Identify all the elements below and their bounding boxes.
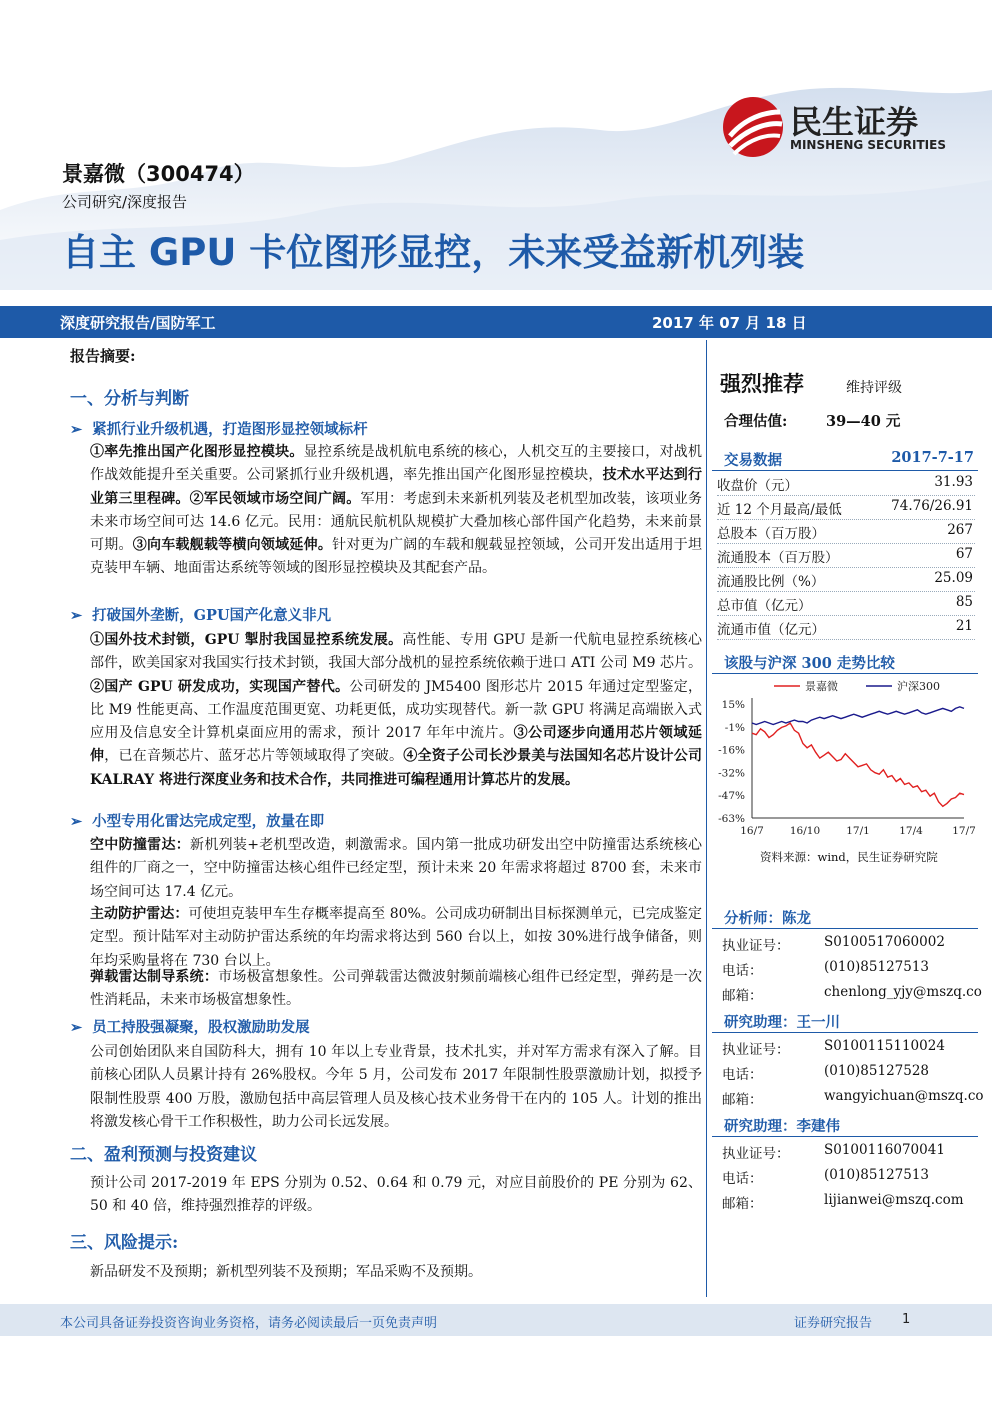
arrow-icon: ➢ [70, 421, 83, 438]
contact-label: 执业证号： [722, 1146, 790, 1162]
trade-row [717, 519, 975, 544]
trade-row [717, 495, 975, 520]
section1-title: 一、分析与判断 [70, 389, 189, 409]
text-run: 针对更为广阔的车载和舰载显控领域，公司开发出适用于坦克装甲车辆、地面雷达系统等领域的图形显控模块及其配套产品。 [90, 537, 703, 577]
text-run: 军用：考虑到未来新机列装及老机型加改装，该项业务未来市场空间可达 14.6 亿元。民用：通航民航机队规模扩大叠加核心部件国产化趋势，未来前景可期。 [90, 490, 703, 554]
bullet3-paragraph-2 [90, 903, 702, 973]
contact-value[interactable]: wangyichuan@mszq.co [824, 1088, 984, 1104]
text-run: 空中防撞雷达： [90, 837, 191, 853]
trade-row-value: 74.76/26.91 [891, 498, 973, 514]
contact-value: (010)85127513 [824, 1167, 930, 1183]
trade-row-value: 21 [955, 618, 973, 634]
analyst1-header [712, 906, 978, 929]
trade-row-label: 流通股比例（%） [717, 574, 825, 590]
rating-note: 维持评级 [846, 380, 902, 396]
trade-row-label: 流通市值（亿元） [717, 622, 825, 638]
report-date: 2017 年 07 月 18 日 [652, 314, 807, 332]
bullet1-paragraph [90, 441, 702, 581]
x-tick-label: 17/7 [952, 825, 976, 837]
text-run: ①国外技术封锁，GPU 掣肘我国显控系统发展。 [90, 632, 403, 648]
y-tick-label: 15% [721, 699, 745, 711]
contact-label: 电话： [722, 1067, 763, 1083]
contact-label: 邮箱： [722, 988, 763, 1004]
contact-label: 执业证号： [722, 938, 790, 954]
text-run: 显控系统是战机航电系统的核心，人机交互的主要接口，对战机作战效能提升至关重要。公司紧抓行业升级机遇，率先推出国产化图形显控模块， [90, 444, 703, 484]
arrow-icon: ➢ [70, 1019, 83, 1036]
trade-row [717, 567, 975, 592]
bullet3-paragraph-1 [90, 834, 702, 904]
contact-label: 电话： [722, 963, 763, 979]
bullet2-title: ➢ 打破国外垄断，GPU国产化意义非凡 [70, 607, 332, 624]
section2-title: 二、盈利预测与投资建议 [70, 1145, 257, 1165]
contact-row [722, 1167, 972, 1192]
trade-data-header [712, 448, 978, 471]
x-tick-label: 16/10 [789, 825, 821, 837]
legend-label: 沪深300 [897, 680, 940, 693]
text-run: 技术水平达到行业第三里程碑。 [90, 467, 703, 507]
trade-row-label: 收盘价（元） [717, 478, 798, 494]
bullet1-title: ➢ 紧抓行业升级机遇，打造图形显控领域标杆 [70, 421, 368, 438]
contact-label: 电话： [722, 1171, 763, 1187]
trade-row-value: 67 [955, 546, 973, 562]
bullet3-title: ➢ 小型专用化雷达完成定型，放量在即 [70, 813, 325, 830]
contact-value: S0100517060002 [824, 934, 945, 950]
footer-page-number: 1 [902, 1312, 911, 1327]
legend-label: 景嘉微 [805, 680, 838, 693]
series-line-stock [752, 723, 964, 806]
text-run: 市场极富想象性。公司弹载雷达微波射频前端核心组件已经定型，弹药是一次性消耗品，未来市场极富想象性。 [90, 969, 703, 1009]
contact-row [722, 1038, 972, 1063]
valuation-value: 39—40 元 [826, 413, 901, 430]
report-title: 自主 GPU 卡位图形显控，未来受益新机列装 [62, 231, 805, 274]
section2-paragraph: 预计公司 2017-2019 年 EPS 分别为 0.52、0.64 和 0.79 元，对应目前股价的 PE 分别为 62、50 和 40 倍，维持强烈推荐的评级。 [90, 1175, 702, 1215]
company-name: 景嘉微（300474） [62, 162, 255, 186]
report-type-label: 深度研究报告/国防军工 [60, 314, 216, 332]
contact-row [722, 984, 982, 1009]
y-tick-label: -16% [718, 744, 745, 757]
trade-row-label: 总股本（百万股） [717, 526, 825, 542]
trade-row-label: 总市值（亿元） [717, 598, 812, 614]
analyst2-title: 研究助理：王一川 [724, 1014, 840, 1031]
chart-header [712, 651, 978, 674]
trade-data-title: 交易数据 [724, 452, 782, 469]
bullet3-paragraph-3 [90, 966, 702, 1013]
text-run: 公司研发的 JM5400 图形芯片 2015 年通过定型鉴定，比 M9 性能更高、工作温度范围更宽、功耗更低，成功实现替代。新一款 GPU 将满足高端嵌入式应用及信息安全计算机桌面应用的需求，预计 2017 年年中流片。 [90, 678, 702, 742]
text-run: ④全资子公司长沙景美与法国知名芯片设计公司 KALRAY 将进行深度业务和技术合作，共同推进可编程通用计算芯片的发展。 [90, 748, 703, 788]
analyst2-header [712, 1010, 978, 1033]
trade-row [717, 591, 975, 616]
trade-row-label: 流通股本（百万股） [717, 550, 839, 566]
summary-label: 报告摘要: [70, 347, 136, 365]
logo-english-name: MINSHENG SECURITIES [790, 138, 946, 152]
valuation-label: 合理估值: [724, 413, 788, 430]
text-run: ①率先推出国产化图形显控模块。 [90, 444, 304, 460]
trade-row [717, 471, 975, 496]
text-run: ②国产 GPU 研发成功，实现国产替代。 [90, 678, 350, 695]
text-run: ③向车载舰载等横向领域延伸。 [132, 537, 333, 554]
chart-title: 该股与沪深 300 走势比较 [724, 655, 895, 672]
bullet2-paragraph [90, 629, 702, 792]
rating: 强烈推荐 [720, 371, 804, 396]
trade-row-label: 近 12 个月最高/最低 [717, 502, 842, 518]
trade-row [717, 543, 975, 568]
contact-label: 邮箱： [722, 1196, 763, 1212]
section3-paragraph: 新品研发不及预期；新机型列装不及预期；军品采购不及预期。 [90, 1264, 482, 1280]
trade-row-value: 25.09 [934, 570, 973, 586]
trade-row-value: 31.93 [934, 474, 973, 490]
bullet4-title: ➢ 员工持股强凝聚，股权激励助发展 [70, 1019, 310, 1036]
contact-row [722, 959, 972, 984]
contact-row [722, 934, 972, 959]
text-run: ③公司逐步向通用芯片领域延伸 [90, 725, 703, 765]
contact-value: S0100115110024 [824, 1038, 945, 1054]
trade-row-value: 85 [955, 594, 973, 610]
y-tick-label: -63% [718, 813, 745, 825]
contact-row [722, 1088, 984, 1113]
contact-label: 邮箱： [722, 1092, 763, 1108]
analyst3-title: 研究助理：李建伟 [724, 1118, 840, 1135]
text-run: ②军民领域市场空间广阔。 [189, 490, 361, 507]
trade-data-date: 2017-7-17 [891, 449, 974, 466]
text-run: 弹载雷达制导系统： [90, 969, 219, 985]
x-tick-label: 16/7 [740, 825, 764, 837]
chart-source: 资料来源：wind，民生证券研究院 [760, 850, 938, 864]
contact-label: 执业证号： [722, 1042, 790, 1058]
y-tick-label: -47% [718, 790, 745, 803]
footer-report-type: 证券研究报告 [794, 1316, 873, 1331]
trade-row [717, 615, 975, 640]
contact-value: S0100116070041 [824, 1142, 945, 1158]
contact-row [722, 1192, 972, 1217]
section3-title: 三、风险提示: [70, 1233, 179, 1253]
analyst1-title: 分析师：陈龙 [724, 910, 811, 927]
report-category: 公司研究/深度报告 [62, 193, 188, 211]
arrow-icon: ➢ [70, 813, 83, 830]
y-tick-label: -1% [724, 721, 745, 734]
contact-row [722, 1063, 972, 1088]
series-line-index [752, 707, 964, 725]
logo-chinese-name: 民生证券 [790, 103, 919, 141]
text-run: ，已在音频芯片、蓝牙芯片等领域取得了突破。 [104, 748, 404, 765]
contact-value: (010)85127528 [824, 1063, 930, 1079]
bullet4-paragraph: 公司创始团队来自国防科大，拥有 10 年以上专业背景，技术扎实，并对军方需求有深入了解。目前核心团队人员累计持有 26%股权。今年 5 月，公司发布 2017 年限制性股票激励计划，拟授予限制性股票 400 万股，激励包括中高层管理人员及核心技术业务骨干在内的 105 人。计划的推出将激发核心骨干工作积极性，助力公司长远发展。 [90, 1044, 702, 1130]
contact-value[interactable]: lijianwei@mszq.com [824, 1192, 964, 1208]
text-run: 主动防护雷达： [90, 906, 189, 922]
text-run: 新机列装+老机型改造，刺激需求。国内第一批成功研发出空中防撞雷达系统核心组件的厂商之一，空中防撞雷达核心组件已经定型，预计未来 20 年需求将超过 8700 套，未来市场空间可达 17.4 亿元。 [90, 837, 702, 900]
text-run: 高性能、专用 GPU 是新一代航电显控系统核心部件，欧美国家对我国实行技术封锁，我国大部分战机的显控系统依赖于进口 ATI 公司 M9 芯片。 [90, 632, 702, 672]
contact-value: (010)85127513 [824, 959, 930, 975]
x-tick-label: 17/4 [899, 825, 923, 837]
x-tick-label: 17/1 [846, 825, 870, 837]
y-tick-label: -32% [718, 767, 745, 780]
trade-row-value: 267 [947, 522, 973, 538]
column-divider [706, 340, 707, 1297]
analyst3-header [712, 1114, 978, 1137]
footer-disclaimer: 本公司具备证券投资咨询业务资格，请务必阅读最后一页免责声明 [60, 1316, 438, 1331]
contact-row [722, 1142, 972, 1167]
text-run: 可使坦克装甲车生存概率提高至 80%。公司成功研制出目标探测单元，已完成鉴定定型。预计陆军对主动防护雷达系统的年均需求将达到 560 台以上，如按 30%进行战争储备，则年均采购量将在 730 台以上。 [90, 906, 702, 969]
contact-value[interactable]: chenlong_yjy@mszq.co [824, 984, 982, 1000]
price-comparison-chart [712, 676, 978, 846]
arrow-icon: ➢ [70, 607, 83, 624]
